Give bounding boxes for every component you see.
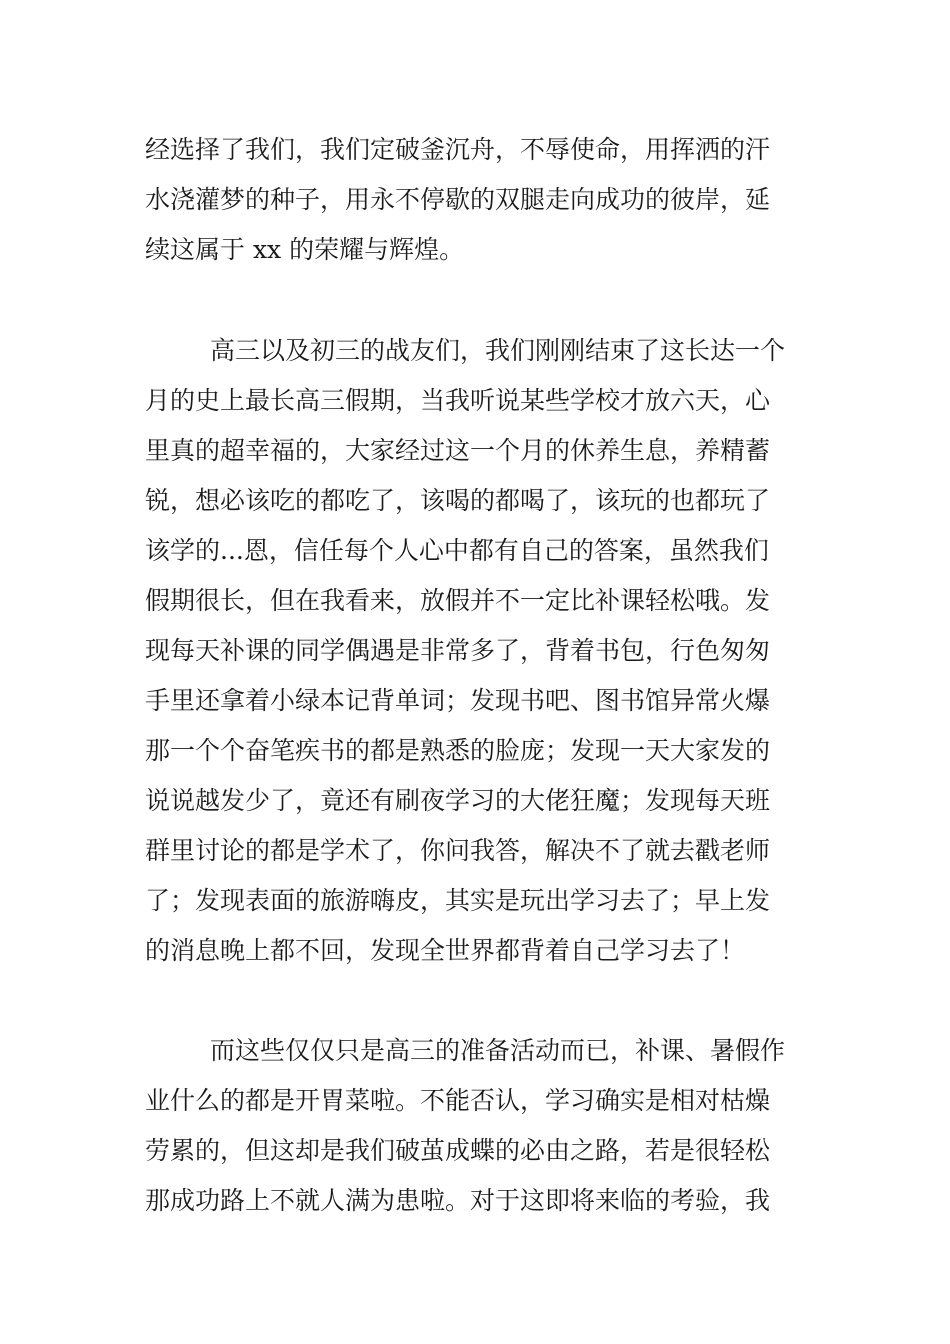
paragraph-1-line-2: 水浇灌梦的种子，用永不停歇的双腿走向成功的彼岸，延 <box>145 185 771 214</box>
paragraph-2-line-13: 的消息晚上都不回，发现全世界都背着自己学习去了！ <box>145 936 746 965</box>
paragraph-2-line-5: 该学的...恩，信任每个人心中都有自己的答案，虽然我们 <box>145 536 769 565</box>
paragraph-3-line-1: 而这些仅仅只是高三的准备活动而已，补课、暑假作 <box>210 1036 786 1065</box>
paragraph-2-line-12: 了；发现表面的旅游嗨皮，其实是玩出学习去了；早上发 <box>145 886 771 915</box>
paragraph-2-line-11: 群里讨论的都是学术了，你问我答，解决不了就去戳老师 <box>145 836 771 865</box>
paragraph-2-line-3: 里真的超幸福的，大家经过这一个月的休养生息，养精蓄 <box>145 436 771 465</box>
paragraph-2-line-7: 现每天补课的同学偶遇是非常多了，背着书包，行色匆匆 <box>145 636 771 665</box>
paragraph-1-line-3: 续这属于 xx 的荣耀与辉煌。 <box>145 235 465 264</box>
paragraph-2-line-1: 高三以及初三的战友们，我们刚刚结束了这长达一个 <box>210 336 786 365</box>
paragraph-2-line-8: 手里还拿着小绿本记背单词；发现书吧、图书馆异常火爆 <box>145 686 771 715</box>
paragraph-1-line-1: 经选择了我们，我们定破釜沉舟，不辱使命，用挥洒的汗 <box>145 135 771 164</box>
paragraph-2-line-2: 月的史上最长高三假期，当我听说某些学校才放六天，心 <box>145 386 771 415</box>
paragraph-2-line-10: 说说越发少了，竟还有刷夜学习的大佬狂魔；发现每天班 <box>145 786 771 815</box>
paragraph-3-line-4: 那成功路上不就人满为患啦。对于这即将来临的考验，我 <box>145 1186 771 1215</box>
paragraph-2-line-9: 那一个个奋笔疾书的都是熟悉的脸庞；发现一天大家发的 <box>145 736 771 765</box>
paragraph-3-line-3: 劳累的，但这却是我们破茧成蝶的必由之路，若是很轻松 <box>145 1136 771 1165</box>
paragraph-2-line-4: 锐，想必该吃的都吃了，该喝的都喝了，该玩的也都玩了 <box>145 486 771 515</box>
paragraph-3-line-2: 业什么的都是开胃菜啦。不能否认，学习确实是相对枯燥 <box>145 1086 771 1115</box>
paragraph-2-line-6: 假期很长，但在我看来，放假并不一定比补课轻松哦。发 <box>145 586 771 615</box>
